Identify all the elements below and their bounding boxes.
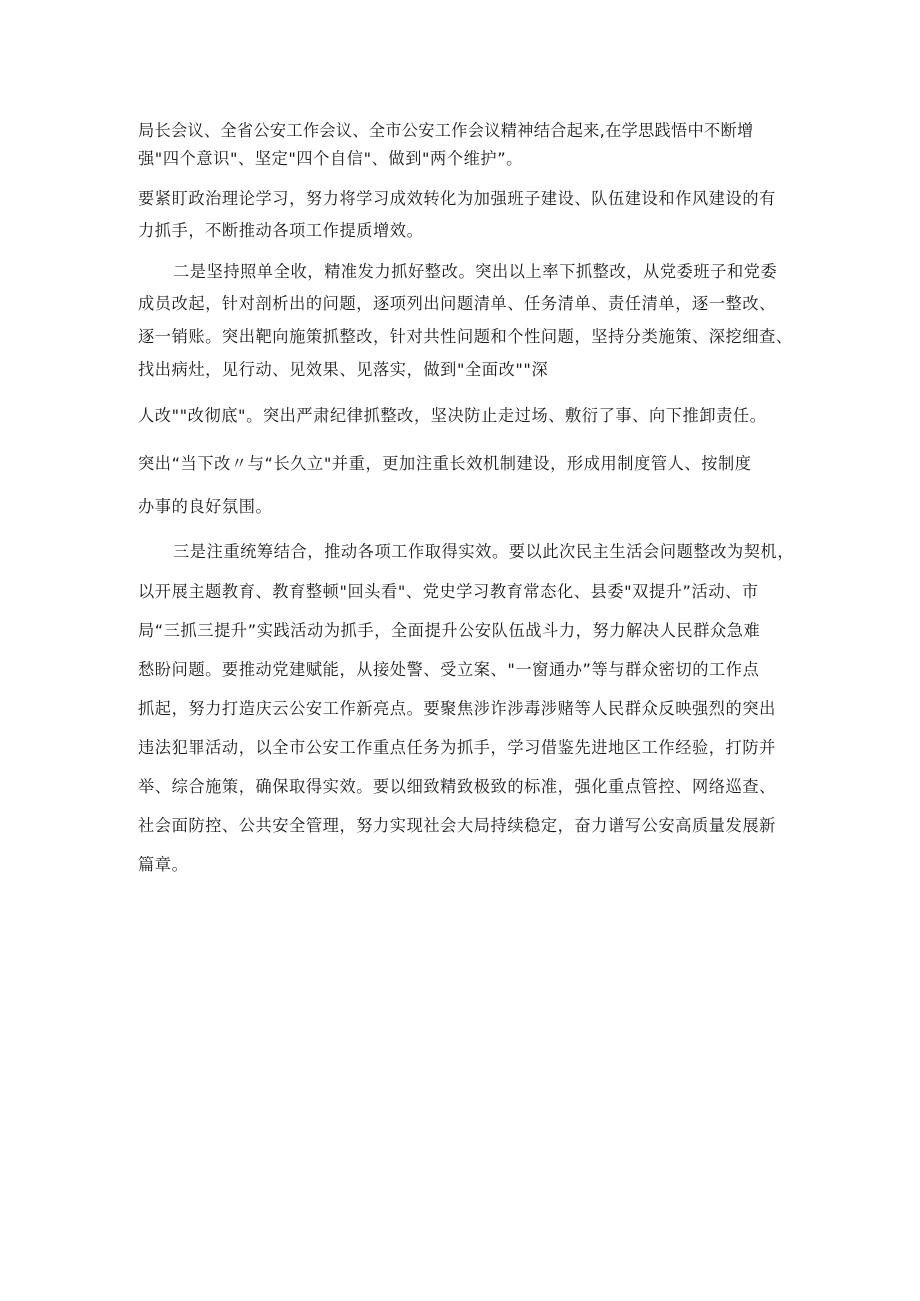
- text-line: 突出“当下改〃与“长久立"并重，更加注重长效机制建设，形成用制度管人、按制度: [138, 454, 752, 473]
- paragraph-start-line: 三是注重统筹结合，推动各项工作取得实效。要以此次民主生活会问题整改为契机，: [173, 542, 795, 561]
- text-line: 要紧盯政治理论学习，努力将学习成效转化为加强班子建设、队伍建设和作风建设的有: [138, 189, 776, 208]
- text-line: 违法犯罪活动，以全市公安工作重点任务为抓手，学习借鉴先进地区工作经验，打防并: [138, 738, 776, 757]
- text-line: 逐一销账。突出靶向施策抓整改，针对共性问题和个性问题，坚持分类施策、深挖细查、: [138, 327, 793, 346]
- text-line: 成员改起，针对剖析出的问题，逐项列出问题清单、任务清单、责任清单，逐一整改、: [138, 294, 776, 313]
- text-line: 举、综合施策，确保取得实效。要以细致精致极致的标准，强化重点管控、网络巡查、: [138, 777, 776, 796]
- text-line: 办事的良好氛围。: [138, 497, 273, 516]
- text-line: 局长会议、全省公安工作会议、全市公安工作会议精神结合起来,在学思践悟中不断增: [138, 121, 754, 140]
- text-line: 人改""改彻底"。突出严肃纪律抓整改，坚决防止走过场、敷衍了事、向下推卸责任。: [138, 406, 767, 425]
- text-line: 找出病灶，见行动、见效果、见落实，做到"全面改""深: [138, 360, 549, 379]
- text-line: 力抓手，不断推动各项工作提质增效。: [138, 221, 424, 240]
- text-line: 愁盼问题。要推动党建赋能，从接处警、受立案、"一窗通办”等与群众密切的工作点: [138, 660, 760, 679]
- text-line: 局“三抓三提升”实践活动为抓手，全面提升公安队伍战斗力，努力解决人民群众急难: [138, 621, 761, 640]
- text-line: 社会面防控、公共安全管理，努力实现社会大局持续稳定，奋力谱写公安高质量发展新: [138, 816, 776, 835]
- text-line: 以开展主题教育、教育整顿"回头看"、党史学习教育常态化、县委"双提升”活动、市: [138, 582, 759, 601]
- text-line: 篇章。: [138, 855, 189, 874]
- text-line: 强"四个意识"、坚定"四个自信"、做到"两个维护”。: [138, 149, 523, 168]
- text-line: 抓起，努力打造庆云公安工作新亮点。要聚焦涉诈涉毒涉赌等人民群众反映强烈的突出: [138, 699, 776, 718]
- paragraph-start-line: 二是坚持照单全收，精准发力抓好整改。突出以上率下抓整改，从党委班子和党委: [173, 262, 778, 281]
